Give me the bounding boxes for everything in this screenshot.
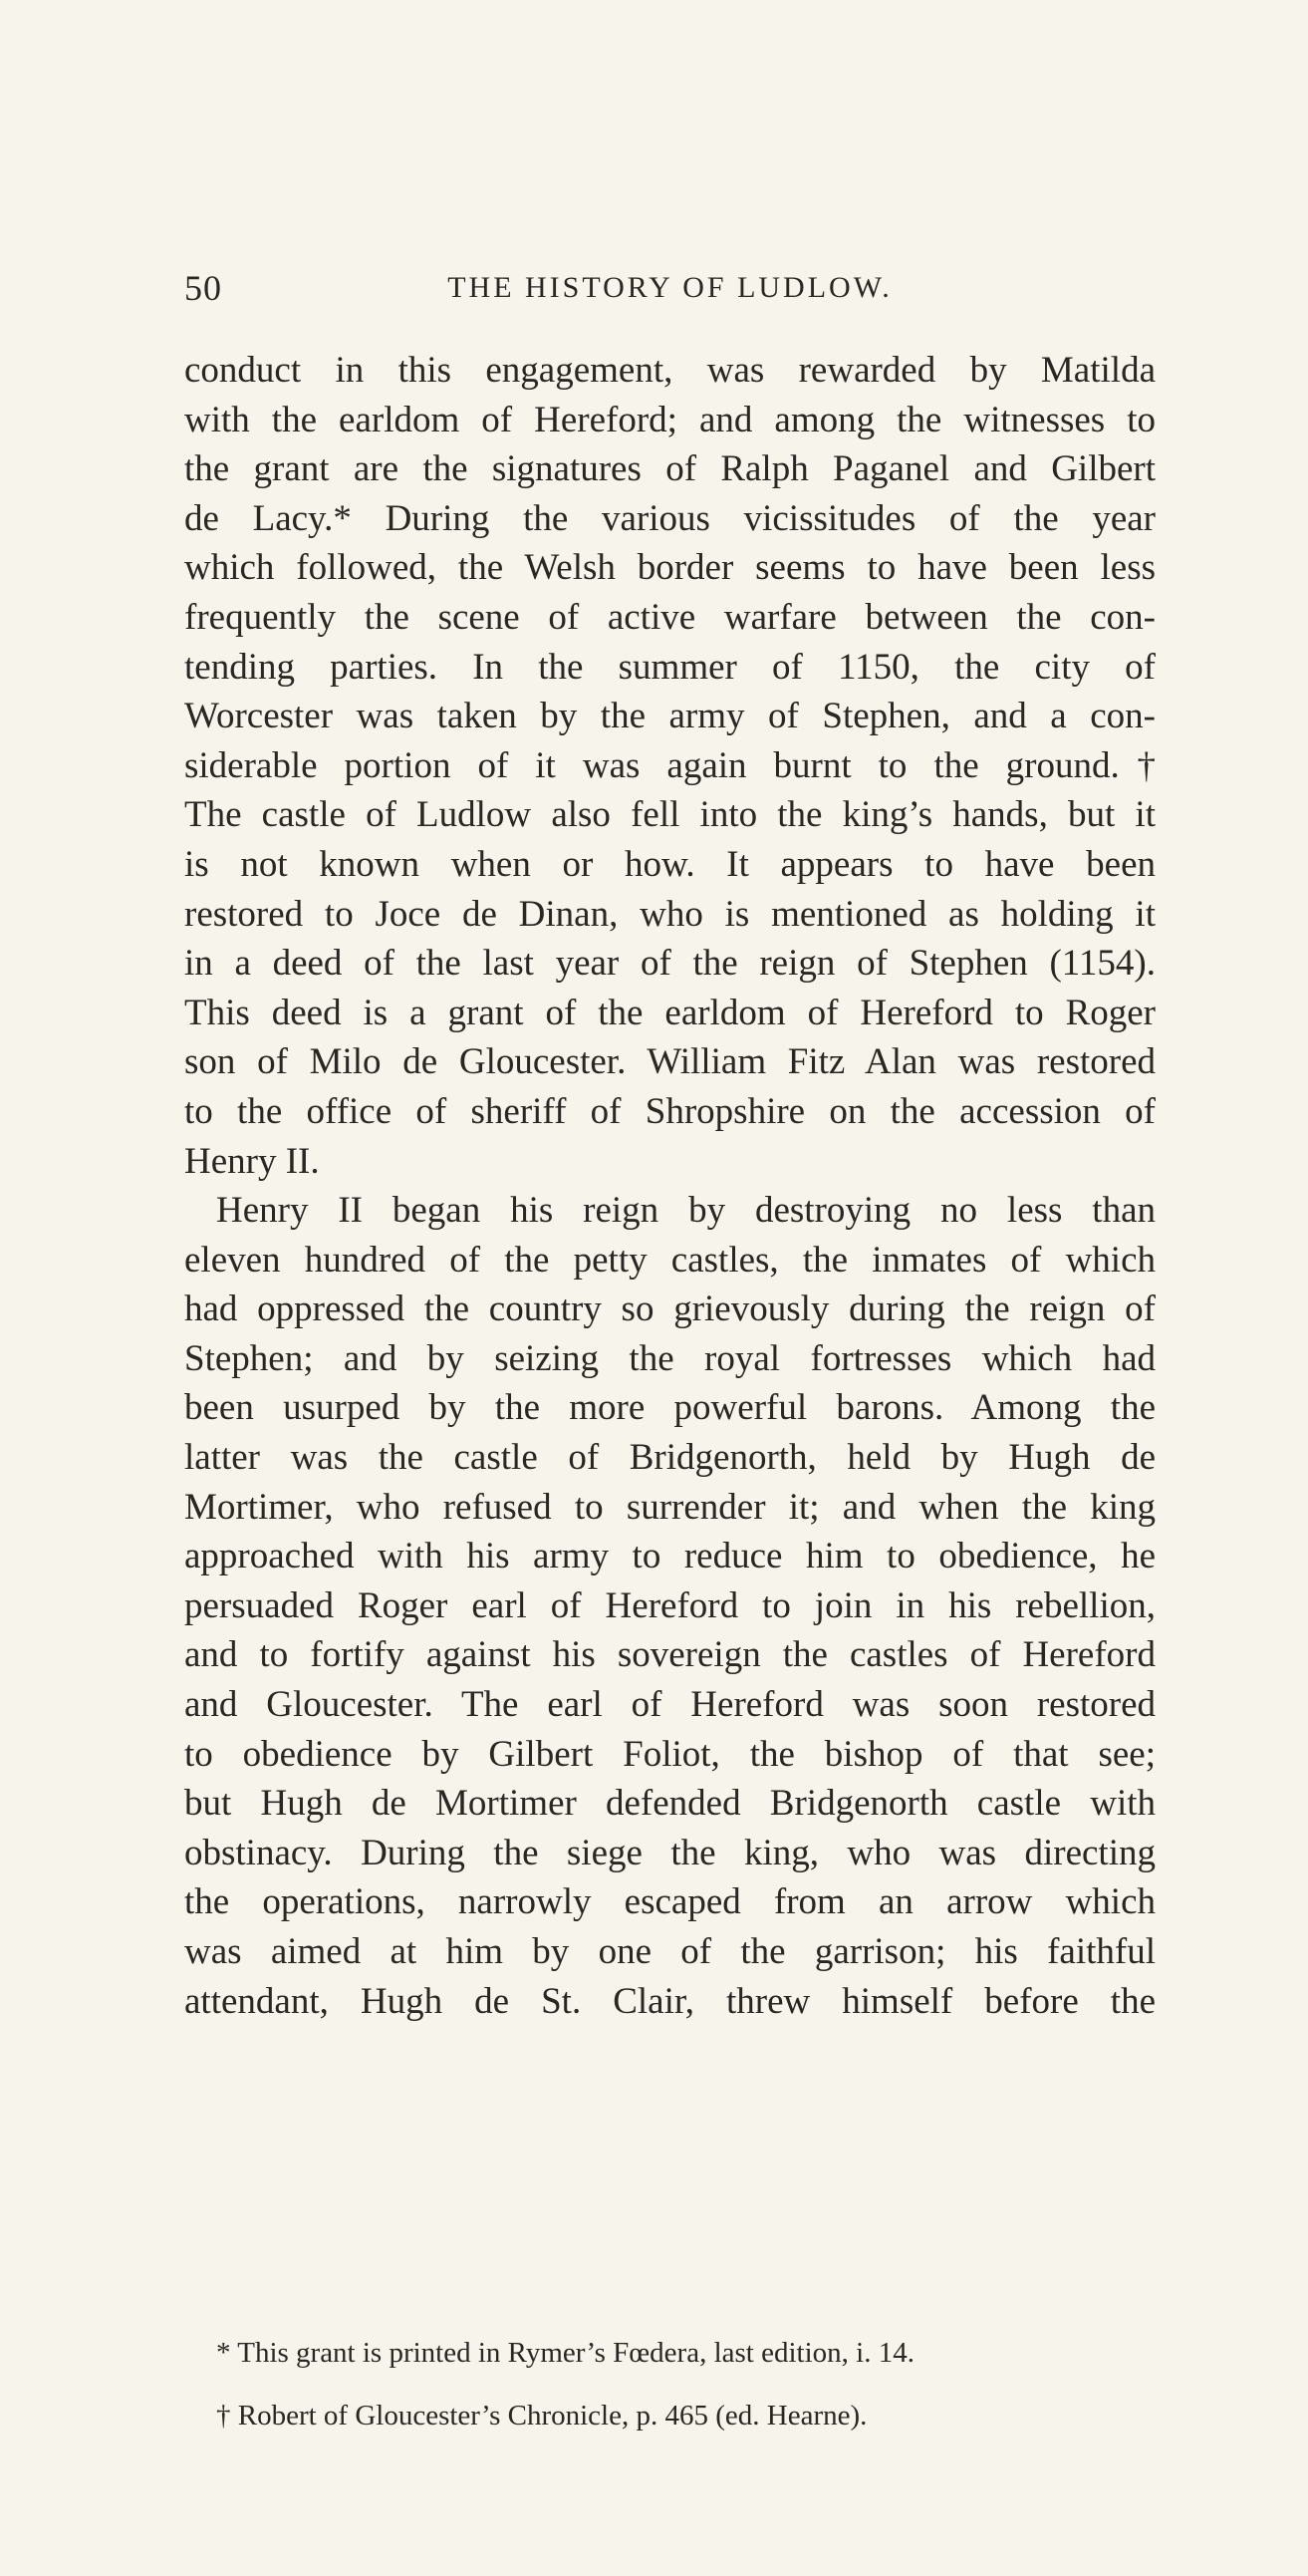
text-line: but Hugh de Mortimer defended Bridgenorth castle with: [184, 1783, 1156, 1825]
text-line: eleven hundred of the petty castles, the inmates of which: [184, 1239, 1156, 1281]
text-line: to obedience by Gilbert Foliot, the bishop of that see;: [184, 1733, 1156, 1775]
text-line: and to fortify against his sovereign the castles of Hereford: [184, 1634, 1156, 1676]
text-line: approached with his army to reduce him to obedience, he: [184, 1536, 1156, 1577]
text-line: with the earldom of Hereford; and among the witnesses to: [184, 399, 1156, 440]
text-line: the grant are the signatures of Ralph Paganel and Gilbert: [184, 448, 1156, 490]
text-line: been usurped by the more powerful barons. Among the: [184, 1387, 1156, 1429]
text-line: Stephen; and by seizing the royal fortresses which had: [184, 1337, 1156, 1379]
text-line: and Gloucester. The earl of Hereford was soon restored: [184, 1684, 1156, 1726]
text-line: was aimed at him by one of the garrison; his faithful: [184, 1931, 1156, 1972]
footnotes: [184, 2322, 1156, 2447]
text-line: siderable portion of it was again burnt to the ground.†: [184, 744, 1156, 786]
paragraph-start-line: Henry II began his reign by destroying no less than: [216, 1190, 1156, 1232]
text-line: to the office of sheriff of Shropshire on the accession of: [184, 1090, 1156, 1132]
text-line: the operations, narrowly escaped from an arrow which: [184, 1881, 1156, 1923]
text-line: is not known when or how. It appears to have been: [184, 843, 1156, 885]
paragraph-end-line: Henry II.: [184, 1140, 320, 1182]
text-line: de Lacy.* During the various vicissitudes of the year: [184, 497, 1156, 539]
text-line: Worcester was taken by the army of Stephen, and a con-: [184, 696, 1156, 737]
body-text: [184, 346, 1156, 2026]
text-line: obstinacy. During the siege the king, who was directing: [184, 1832, 1156, 1873]
text-line: which followed, the Welsh border seems to have been less: [184, 547, 1156, 589]
text-line: The castle of Ludlow also fell into the king’s hands, but it: [184, 794, 1156, 836]
text-line: This deed is a grant of the earldom of Hereford to Roger: [184, 992, 1156, 1033]
text-line: had oppressed the country so grievously during the reign of: [184, 1288, 1156, 1330]
page-number: 50: [184, 268, 222, 308]
text-line: attendant, Hugh de St. Clair, threw himself before the: [184, 1980, 1156, 2022]
footnote: * This grant is printed in Rymer’s Fœdera, last edition, i. 14.: [216, 2337, 915, 2369]
footnote: † Robert of Gloucester’s Chronicle, p. 465 (ed. Hearne).: [216, 2400, 868, 2432]
text-line: Mortimer, who refused to surrender it; and when the king: [184, 1486, 1156, 1528]
running-title: THE HISTORY OF LUDLOW.: [447, 271, 893, 304]
text-line: latter was the castle of Bridgenorth, held by Hugh de: [184, 1437, 1156, 1479]
text-line: in a deed of the last year of the reign of Stephen (1154).: [184, 943, 1156, 985]
text-line: son of Milo de Gloucester. William Fitz Alan was restored: [184, 1041, 1156, 1083]
text-line: tending parties. In the summer of 1150, the city of: [184, 646, 1156, 688]
running-head: [184, 267, 1156, 317]
text-line: restored to Joce de Dinan, who is mentioned as holding it: [184, 893, 1156, 935]
text-line: conduct in this engagement, was rewarded by Matilda: [184, 350, 1156, 391]
text-line: frequently the scene of active warfare between the con-: [184, 596, 1156, 638]
text-line: persuaded Roger earl of Hereford to join in his rebellion,: [184, 1584, 1156, 1626]
